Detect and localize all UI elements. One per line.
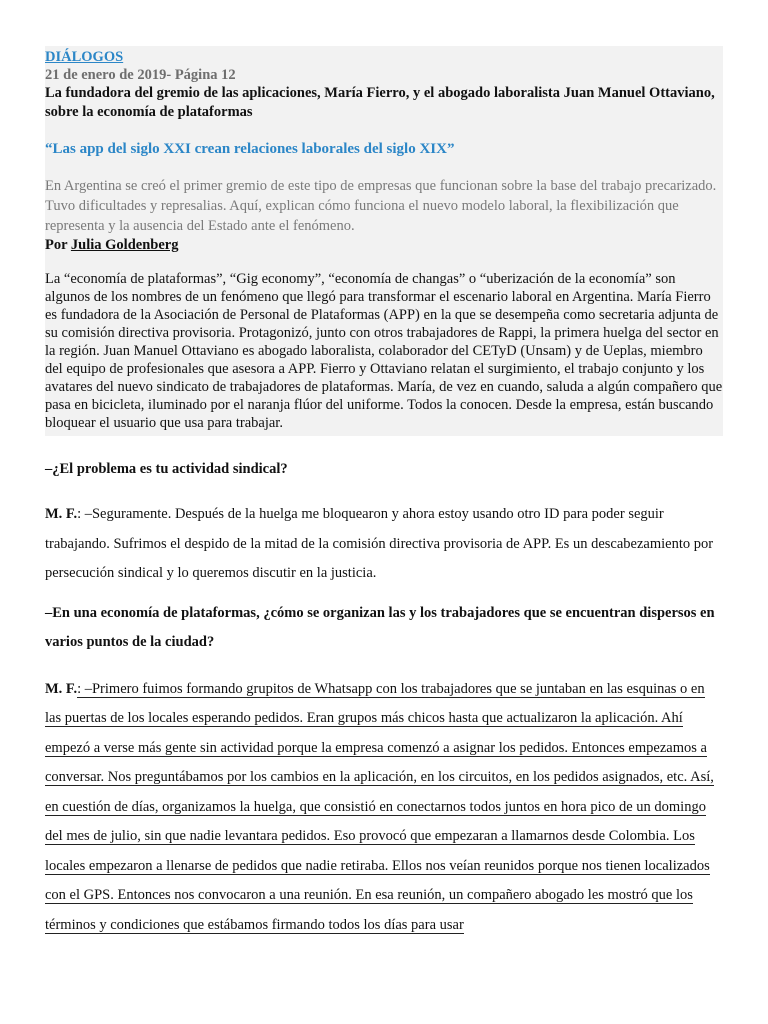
article [45, 46, 723, 940]
intro-paragraph: La “economía de plataformas”, “Gig economy”, “economía de changas” o “uberización de la economía” son algunos de los nombres de un fenómeno que llegó para transformar el escenario laboral en Argentina. María Fierro es fundadora de la Asociación de Personal de Plataformas (APP) en la que se desempeña como secretaria adjunta de su comisión directiva provisoria. Protagonizó, junto con otros trabajadores de Rappi, la primera huelga del sector en la región. Juan Manuel Ottaviano es abogado laboralista, colaborador del CETyD (Unsam) y de Ueplas, miembro del equipo de profesionales que asesora a APP. Fierro y Ottaviano relatan el surgimiento, el trabajo conjunto y los avatares del nuevo sindicato de trabajadores de plataformas. María, de vez en cuando, saluda a algún compañero que pasa en bicicleta, iluminado por el naranja flúor del uniforme. Todos la conocen. Desde la empresa, están buscando bloquear el usuario que usa para trabajar. [45, 271, 723, 431]
speaker-label: M. F. [45, 680, 78, 697]
answer-text: : –Primero fuimos formando grupitos de Whatsapp con los trabajadores que se juntaban en las esquinas o en las puertas de los locales esperando pedidos. Eran grupos más chicos hasta que actualizaron la aplicación. Ahí empezó a verse más gente sin actividad porque la empresa comenzó a asignar los pedidos. Entonces empezamos a conversar. Nos preguntábamos por los cambios en la aplicación, en los circuitos, en los pedidos asignados, etc. Así, en cuestión de días, organizamos la huelga, que consistió en conectarnos todos juntos en hora pico de un domingo del mes de julio, sin que nadie levantara pedidos. Eso provocó que empezaran a llamarnos desde Colombia. Los locales empezaron a llenarse de pedidos que nadie retiraba. Ellos nos veían reunidos porque nos tienen localizados con el GPS. Entonces nos convocaron a una reunión. En esa reunión, un compañero abogado les mostró que los términos y condiciones que estábamos firmando todos los días para usar [45, 680, 714, 933]
article-title: “Las app del siglo XXI crean relaciones laborales del siglo XIX” [45, 141, 455, 157]
article-header-panel [45, 46, 723, 436]
byline [45, 236, 723, 254]
interview-answer [45, 500, 723, 589]
author-link[interactable]: Julia Goldenberg [70, 237, 179, 253]
publication-date: 21 de enero de 2019- Página 12 [45, 67, 236, 83]
lead-paragraph: En Argentina se creó el primer gremio de este tipo de empresas que funcionan sobre la base del trabajo precarizado. Tuvo dificultades y represalias. Aquí, explican cómo funciona el nuevo modelo laboral, la flexibilización que representa y la ausencia del Estado ante el fenómeno. [45, 178, 717, 234]
speaker-label: M. F. [45, 506, 78, 522]
interview-question: –En una economía de plataformas, ¿cómo se organizan las y los trabajadores que se encuentran dispersos en varios puntos de la ciudad? [45, 604, 715, 650]
interview-question: –¿El problema es tu actividad sindical? [45, 461, 288, 477]
headline: La fundadora del gremio de las aplicaciones, María Fierro, y el abogado laboralista Juan Manuel Ottaviano, sobre la economía de plataformas [45, 85, 715, 120]
byline-prefix: Por [45, 237, 71, 253]
answer-text: : –Seguramente. Después de la huelga me bloquearon y ahora estoy usando otro ID para poder seguir trabajando. Sufrimos el despido de la mitad de la comisión directiva provisoria de APP. Es un descabezamiento por persecución sindical y lo queremos discutir en la justicia. [45, 506, 714, 581]
section-link[interactable]: DIÁLOGOS [45, 49, 124, 65]
interview-answer [45, 675, 723, 941]
